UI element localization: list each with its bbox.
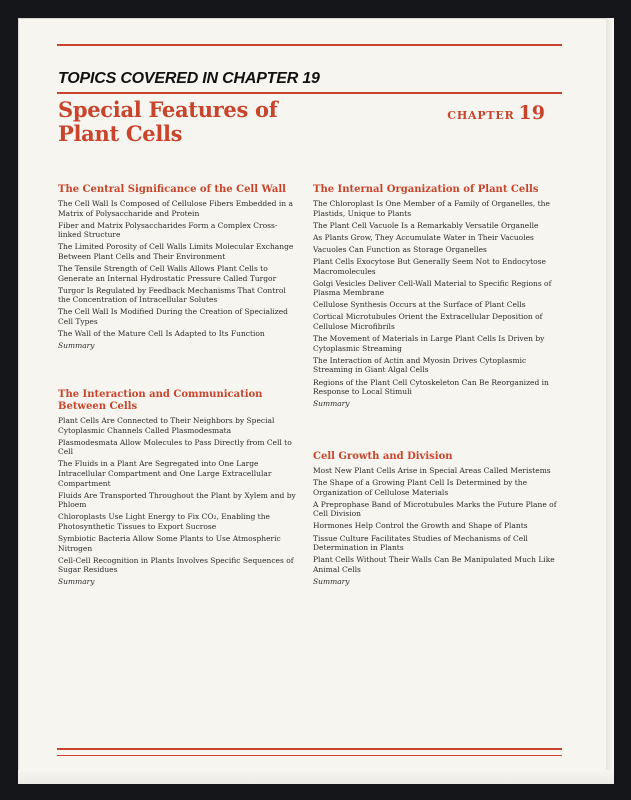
page-edge <box>606 18 614 784</box>
summary-label: Summary <box>58 577 95 587</box>
page-sheet <box>18 18 614 784</box>
chapter-title-line-2: Plant Cells <box>58 121 183 146</box>
topic-item: The Wall of the Mature Cell Is Adapted to Its Function <box>58 329 265 339</box>
section-cell-wall <box>58 184 298 351</box>
topic-item: Chloroplasts Use Light Energy to Fix CO₂, Enabling the Photosynthetic Tissues to Export Sucrose <box>58 512 270 531</box>
topic-item: Cortical Microtubules Orient the Extracellular Deposition of Cellulose Microfibrils <box>313 312 543 332</box>
topic-item: The Tensile Strength of Cell Walls Allows Plant Cells to Generate an Internal Hydrostatic Pressure Called Turgor <box>58 264 277 283</box>
topic-item: Cell-Cell Recognition in Plants Involves Specific Sequences of Sugar Residues <box>58 555 294 575</box>
chapter-number: 19 <box>518 102 545 124</box>
topic-item: The Movement of Materials in Large Plant Cells Is Driven by Cytoplasmic Streaming <box>313 334 545 353</box>
topic-item: Plant Cells Exocytose But Generally Seem Not to Endocytose Macromolecules <box>313 256 546 276</box>
section-internal-organization <box>313 184 565 409</box>
topic-item: Turgor Is Regulated by Feedback Mechanisms That Control the Concentration of Intracellular Solutes <box>58 285 286 305</box>
topic-item: The Cell Wall Is Composed of Cellulose Fibers Embedded in a Matrix of Polysaccharide and Protein <box>58 199 293 218</box>
topic-item: The Plant Cell Vacuole Is a Remarkably Versatile Organelle <box>313 220 539 230</box>
summary-label: Summary <box>313 399 350 409</box>
bottom-rule-thin <box>57 755 562 756</box>
section-title: Cell Growth and Division <box>313 451 453 462</box>
topic-item: Plant Cells Without Their Walls Can Be Manipulated Much Like Animal Cells <box>313 555 555 574</box>
topic-item: Tissue Culture Facilitates Studies of Mechanisms of Cell Determination in Plants <box>313 533 528 553</box>
topic-item: Symbiotic Bacteria Allow Some Plants to Use Atmospheric Nitrogen <box>58 534 281 553</box>
bottom-rule <box>57 748 562 750</box>
heading-rule <box>57 92 562 94</box>
topic-item: Plant Cells Are Connected to Their Neighbors by Special Cytoplasmic Channels Called Plasmodesmata <box>58 416 275 435</box>
summary-label: Summary <box>58 341 95 351</box>
topic-item: As Plants Grow, They Accumulate Water in Their Vacuoles <box>313 232 534 242</box>
topic-item: Most New Plant Cells Arise in Special Areas Called Meristems <box>313 466 551 475</box>
topic-item: The Interaction of Actin and Myosin Drives Cytoplasmic Streaming in Giant Algal Cells <box>313 355 527 375</box>
section-interaction <box>58 389 298 587</box>
topic-item: Vacuoles Can Function as Storage Organelles <box>313 244 487 254</box>
topic-item: The Limited Porosity of Cell Walls Limits Molecular Exchange Between Plant Cells and Their Environment <box>58 242 294 261</box>
section-growth-division <box>313 451 565 587</box>
chapter-tag <box>447 102 545 124</box>
topic-item: Plasmodesmata Allow Molecules to Pass Directly from Cell to Cell <box>58 437 292 457</box>
section-title: The Internal Organization of Plant Cells <box>313 184 539 195</box>
topic-item: The Fluids in a Plant Are Segregated into One Large Intracellular Compartment and One Large Extracellular Compartment <box>58 459 272 488</box>
topic-item: Golgi Vesicles Deliver Cell-Wall Material to Specific Regions of Plasma Membrane <box>313 278 552 298</box>
topic-item: Regions of the Plant Cell Cytoskeleton Can Be Reorganized in Response to Local Stimuli <box>313 377 549 397</box>
topics-heading: TOPICS COVERED IN CHAPTER 19 <box>58 70 320 87</box>
topic-item: Hormones Help Control the Growth and Shape of Plants <box>313 521 528 531</box>
section-title: The Interaction and Communication Between Cells <box>58 389 263 412</box>
summary-label: Summary <box>313 576 350 586</box>
page-bottom-edge <box>18 770 614 784</box>
topic-item: The Shape of a Growing Plant Cell Is Determined by the Organization of Cellulose Materials <box>313 478 528 497</box>
topic-item: The Chloroplast Is One Member of a Family of Organelles, the Plastids, Unique to Plants <box>313 199 550 218</box>
topic-item: Fiber and Matrix Polysaccharides Form a Complex Cross-linked Structure <box>58 220 278 240</box>
chapter-title <box>58 98 277 146</box>
chapter-title-line-1: Special Features of <box>58 97 278 122</box>
topic-item: Fluids Are Transported Throughout the Plant by Xylem and by Phloem <box>58 490 296 510</box>
topic-item: Cellulose Synthesis Occurs at the Surface of Plant Cells <box>313 300 526 310</box>
top-rule <box>57 44 562 46</box>
topic-item: A Preprophase Band of Microtubules Marks the Future Plane of Cell Division <box>313 499 557 519</box>
section-title: The Central Significance of the Cell Wall <box>58 184 286 195</box>
topic-item: The Cell Wall Is Modified During the Creation of Specialized Cell Types <box>58 307 288 327</box>
chapter-label: CHAPTER <box>447 109 515 122</box>
